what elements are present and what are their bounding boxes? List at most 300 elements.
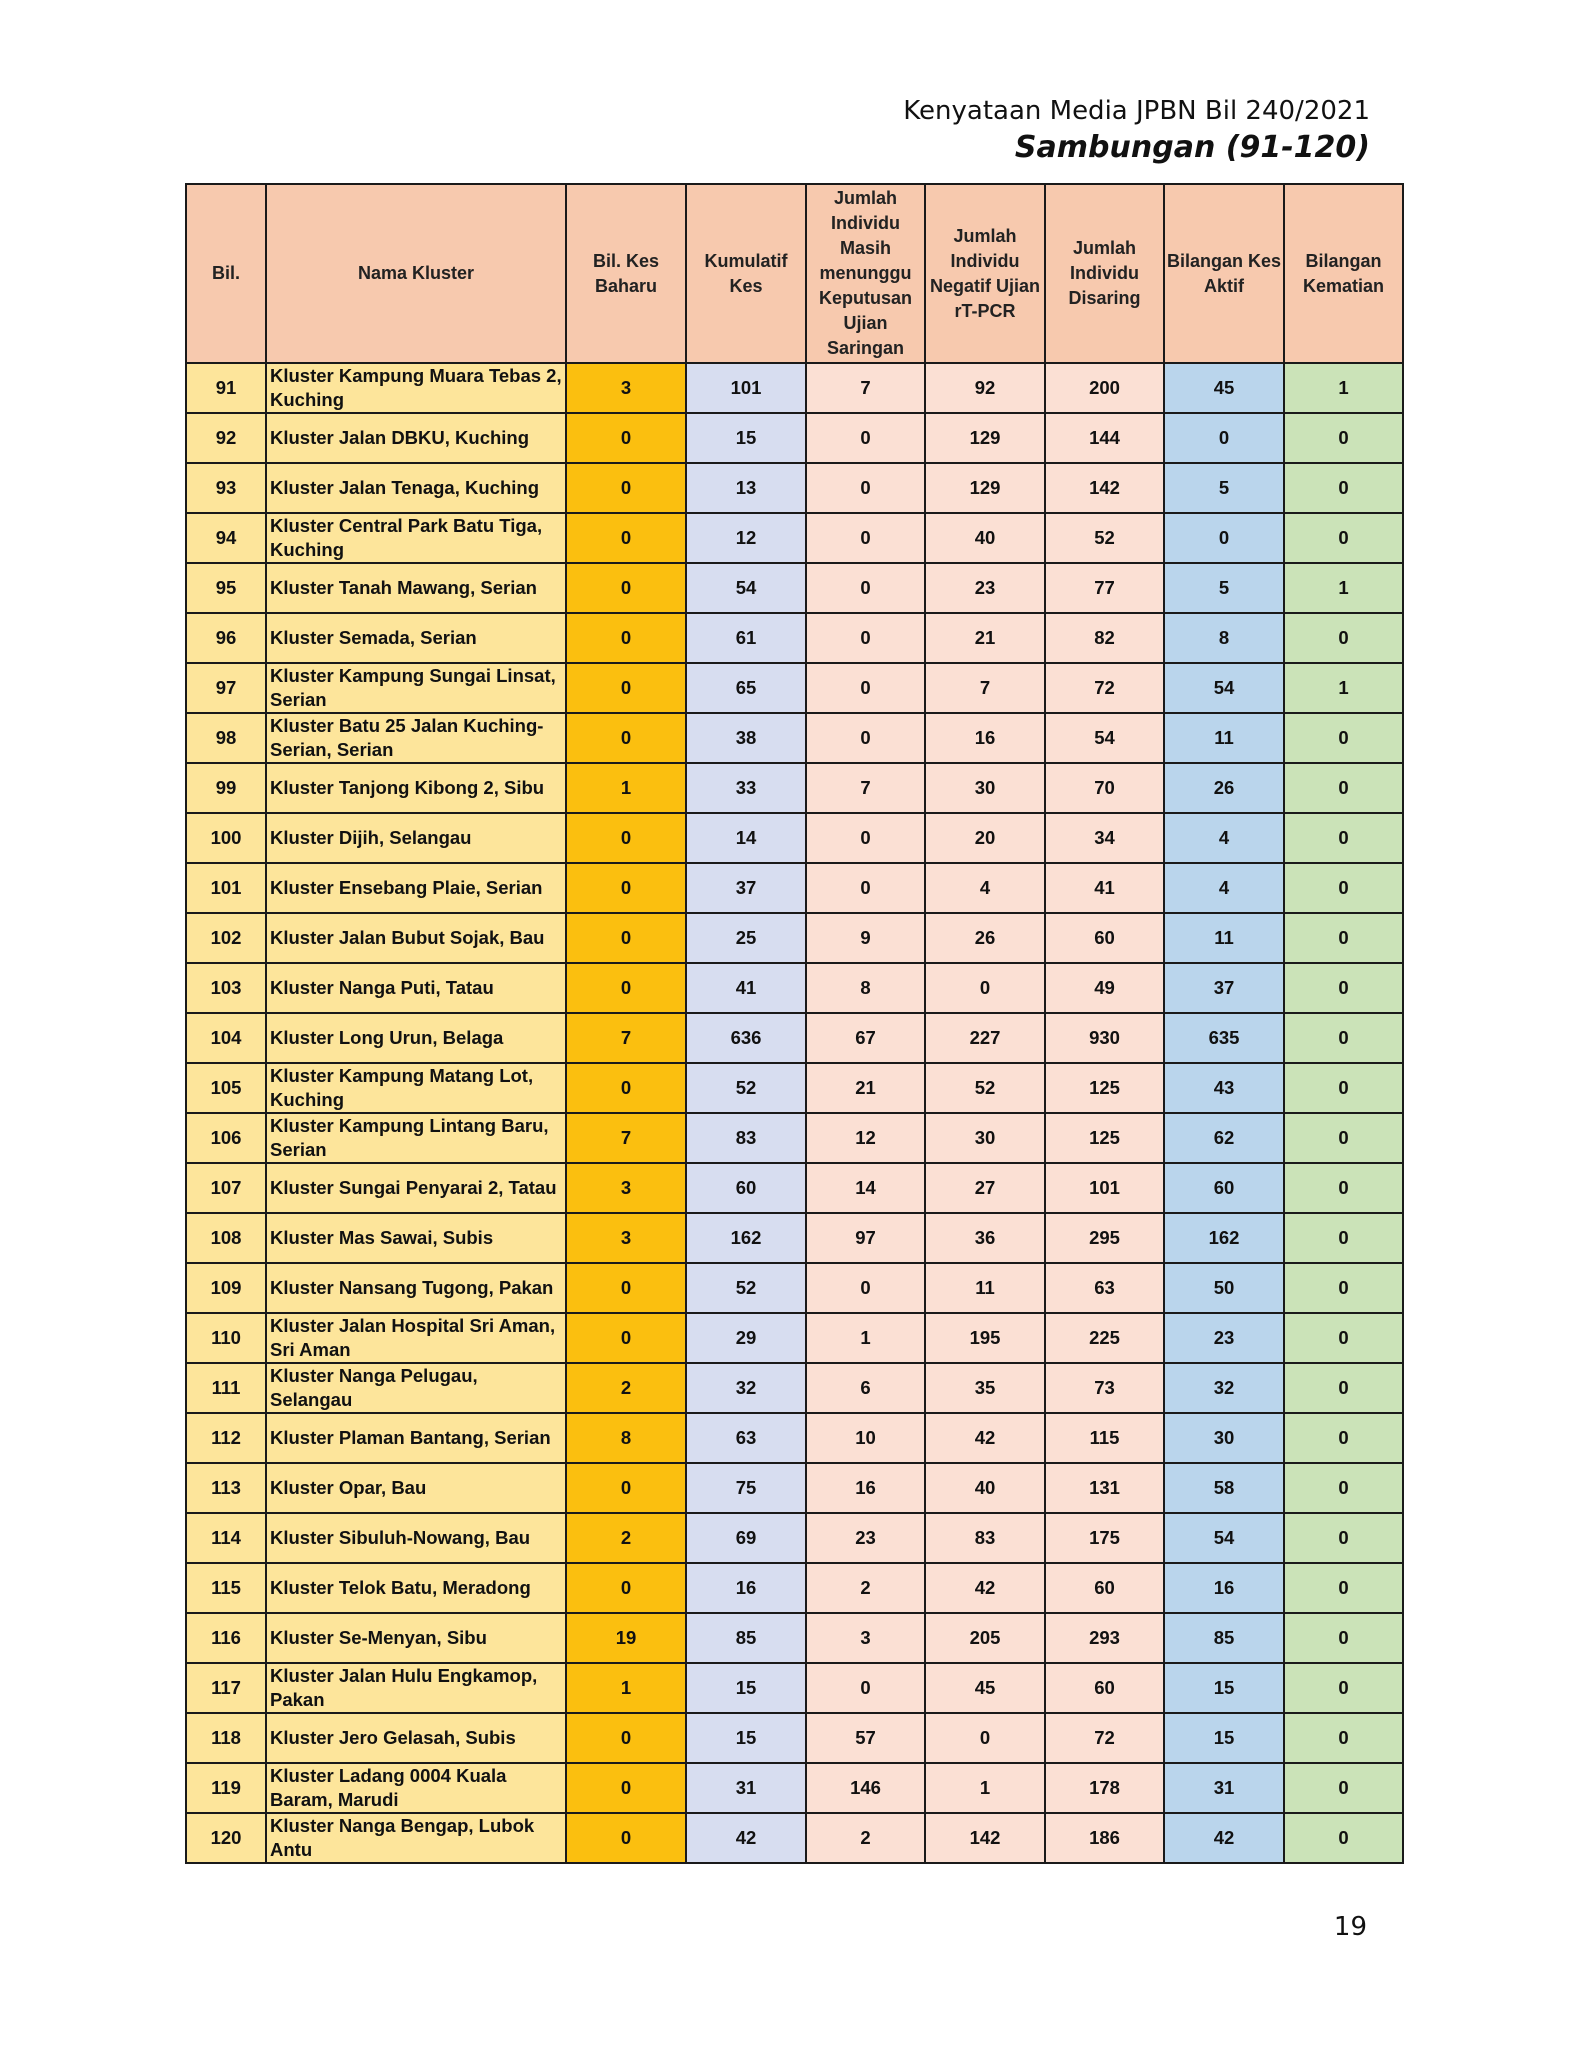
cell-bil: 113 [186,1463,266,1513]
cell-bil: 102 [186,913,266,963]
cell-disaring: 125 [1045,1113,1164,1163]
cell-kes-baharu: 0 [566,563,686,613]
column-header-menunggu: Jumlah Individu Masih menunggu Keputusan Ujian Saringan [806,184,925,363]
cell-menunggu: 0 [806,463,925,513]
cell-kes-baharu: 7 [566,1013,686,1063]
table-row [186,513,1403,563]
cell-negatif: 16 [925,713,1045,763]
column-header-disaring: Jumlah Individu Disaring [1045,184,1164,363]
cell-kes-aktif: 5 [1164,563,1284,613]
cell-kes-aktif: 85 [1164,1613,1284,1663]
cell-bil: 97 [186,663,266,713]
table-row [186,813,1403,863]
cell-kumulatif: 60 [686,1163,806,1213]
cell-negatif: 52 [925,1063,1045,1113]
cell-kes-baharu: 0 [566,713,686,763]
cell-cluster-name: Kluster Sungai Penyarai 2, Tatau [266,1163,566,1213]
cell-cluster-name: Kluster Kampung Matang Lot, Kuching [266,1063,566,1113]
cell-kumulatif: 14 [686,813,806,863]
cell-kes-aktif: 31 [1164,1763,1284,1813]
cell-disaring: 34 [1045,813,1164,863]
cell-kes-baharu: 2 [566,1363,686,1413]
table-row [186,1113,1403,1163]
cell-kumulatif: 83 [686,1113,806,1163]
cell-kes-baharu: 3 [566,1213,686,1263]
cell-cluster-name: Kluster Sibuluh-Nowang, Bau [266,1513,566,1563]
table-row [186,963,1403,1013]
cell-bil: 116 [186,1613,266,1663]
cell-kes-baharu: 0 [566,1813,686,1863]
cell-kematian: 0 [1284,1563,1403,1613]
cell-disaring: 41 [1045,863,1164,913]
cell-kematian: 0 [1284,413,1403,463]
cell-disaring: 101 [1045,1163,1164,1213]
cell-kumulatif: 85 [686,1613,806,1663]
cell-bil: 114 [186,1513,266,1563]
cell-kumulatif: 101 [686,363,806,413]
cell-cluster-name: Kluster Jalan Hulu Engkamop, Pakan [266,1663,566,1713]
cell-menunggu: 12 [806,1113,925,1163]
cell-negatif: 4 [925,863,1045,913]
cell-disaring: 115 [1045,1413,1164,1463]
cell-negatif: 129 [925,463,1045,513]
cell-kes-aktif: 60 [1164,1163,1284,1213]
cell-kematian: 0 [1284,513,1403,563]
cell-negatif: 1 [925,1763,1045,1813]
cell-kumulatif: 41 [686,963,806,1013]
cell-kumulatif: 15 [686,1663,806,1713]
cell-kematian: 0 [1284,1263,1403,1313]
table-row [186,763,1403,813]
cell-menunggu: 23 [806,1513,925,1563]
cell-kematian: 0 [1284,813,1403,863]
cell-kes-aktif: 15 [1164,1713,1284,1763]
cell-menunggu: 0 [806,513,925,563]
cell-menunggu: 0 [806,1663,925,1713]
cell-cluster-name: Kluster Nanga Puti, Tatau [266,963,566,1013]
cell-kes-baharu: 0 [566,513,686,563]
cell-kes-aktif: 62 [1164,1113,1284,1163]
cell-kumulatif: 25 [686,913,806,963]
cell-kumulatif: 54 [686,563,806,613]
cell-kumulatif: 52 [686,1063,806,1113]
cell-disaring: 125 [1045,1063,1164,1113]
cell-kes-aktif: 54 [1164,663,1284,713]
cell-negatif: 35 [925,1363,1045,1413]
cell-negatif: 7 [925,663,1045,713]
cell-bil: 106 [186,1113,266,1163]
cell-menunggu: 3 [806,1613,925,1663]
page-number: 19 [1333,1912,1367,1942]
cell-kes-baharu: 0 [566,913,686,963]
cell-cluster-name: Kluster Jalan Tenaga, Kuching [266,463,566,513]
table-row [186,1413,1403,1463]
cell-negatif: 20 [925,813,1045,863]
cell-cluster-name: Kluster Ladang 0004 Kuala Baram, Marudi [266,1763,566,1813]
cell-cluster-name: Kluster Tanjong Kibong 2, Sibu [266,763,566,813]
cell-kumulatif: 16 [686,1563,806,1613]
cell-kes-aktif: 23 [1164,1313,1284,1363]
cell-cluster-name: Kluster Batu 25 Jalan Kuching-Serian, Serian [266,713,566,763]
cell-negatif: 27 [925,1163,1045,1213]
cell-kumulatif: 33 [686,763,806,813]
cell-menunggu: 8 [806,963,925,1013]
cell-kematian: 0 [1284,1063,1403,1113]
table-row [186,1663,1403,1713]
cell-kes-baharu: 0 [566,613,686,663]
cell-negatif: 23 [925,563,1045,613]
cell-menunggu: 0 [806,863,925,913]
cell-cluster-name: Kluster Jero Gelasah, Subis [266,1713,566,1763]
cell-kumulatif: 13 [686,463,806,513]
cell-cluster-name: Kluster Telok Batu, Meradong [266,1563,566,1613]
cell-kumulatif: 69 [686,1513,806,1563]
cell-bil: 107 [186,1163,266,1213]
cell-bil: 109 [186,1263,266,1313]
cell-kumulatif: 75 [686,1463,806,1513]
cell-kes-aktif: 30 [1164,1413,1284,1463]
cell-kes-baharu: 8 [566,1413,686,1463]
cell-kes-baharu: 0 [566,813,686,863]
cell-menunggu: 0 [806,413,925,463]
column-header-bil: Bil. [186,184,266,363]
cell-negatif: 92 [925,363,1045,413]
cell-kes-aktif: 50 [1164,1263,1284,1313]
cell-kes-aktif: 16 [1164,1563,1284,1613]
cell-kumulatif: 38 [686,713,806,763]
cell-kumulatif: 29 [686,1313,806,1363]
cell-disaring: 144 [1045,413,1164,463]
table-row [186,363,1403,413]
continuation-subtitle: Sambungan (91-120) [1014,130,1370,165]
cell-bil: 95 [186,563,266,613]
cell-cluster-name: Kluster Long Urun, Belaga [266,1013,566,1063]
cell-kumulatif: 12 [686,513,806,563]
cell-kematian: 0 [1284,1213,1403,1263]
cell-kes-baharu: 0 [566,963,686,1013]
cell-disaring: 175 [1045,1513,1164,1563]
cell-kematian: 0 [1284,1813,1403,1863]
cell-menunggu: 7 [806,763,925,813]
cell-cluster-name: Kluster Ensebang Plaie, Serian [266,863,566,913]
cell-disaring: 131 [1045,1463,1164,1513]
cell-kes-aktif: 5 [1164,463,1284,513]
cell-menunggu: 10 [806,1413,925,1463]
cell-negatif: 83 [925,1513,1045,1563]
table-row [186,613,1403,663]
cell-negatif: 227 [925,1013,1045,1063]
cell-disaring: 60 [1045,913,1164,963]
cell-kematian: 0 [1284,1113,1403,1163]
cell-cluster-name: Kluster Central Park Batu Tiga, Kuching [266,513,566,563]
cell-kes-baharu: 7 [566,1113,686,1163]
cell-cluster-name: Kluster Opar, Bau [266,1463,566,1513]
cell-kematian: 0 [1284,1663,1403,1713]
cell-disaring: 186 [1045,1813,1164,1863]
cell-negatif: 11 [925,1263,1045,1313]
cell-disaring: 295 [1045,1213,1164,1263]
cell-disaring: 52 [1045,513,1164,563]
cell-kes-baharu: 0 [566,663,686,713]
cell-kes-aktif: 26 [1164,763,1284,813]
cell-disaring: 49 [1045,963,1164,1013]
table-row [186,713,1403,763]
cell-kumulatif: 636 [686,1013,806,1063]
cell-kes-baharu: 0 [566,1763,686,1813]
cell-disaring: 54 [1045,713,1164,763]
cell-kematian: 0 [1284,1613,1403,1663]
cell-kes-aktif: 58 [1164,1463,1284,1513]
table-row [186,1313,1403,1363]
cell-kematian: 0 [1284,1163,1403,1213]
cell-negatif: 205 [925,1613,1045,1663]
cell-kumulatif: 42 [686,1813,806,1863]
column-header-kumulatif: Kumulatif Kes [686,184,806,363]
cell-cluster-name: Kluster Dijih, Selangau [266,813,566,863]
cell-kes-aktif: 162 [1164,1213,1284,1263]
cell-kes-aktif: 635 [1164,1013,1284,1063]
cell-kes-aktif: 11 [1164,713,1284,763]
cell-negatif: 36 [925,1213,1045,1263]
cell-disaring: 60 [1045,1663,1164,1713]
cell-kes-baharu: 0 [566,1463,686,1513]
cell-kes-baharu: 1 [566,763,686,813]
cell-kematian: 0 [1284,1313,1403,1363]
cell-kumulatif: 15 [686,413,806,463]
cell-bil: 108 [186,1213,266,1263]
cell-kes-baharu: 1 [566,1663,686,1713]
cell-kumulatif: 61 [686,613,806,663]
cell-cluster-name: Kluster Kampung Muara Tebas 2, Kuching [266,363,566,413]
cell-kes-baharu: 0 [566,413,686,463]
table-row [186,1013,1403,1063]
table-row [186,1713,1403,1763]
cell-kes-baharu: 19 [566,1613,686,1663]
cell-negatif: 30 [925,1113,1045,1163]
cell-negatif: 30 [925,763,1045,813]
table-row [186,913,1403,963]
cell-cluster-name: Kluster Jalan Hospital Sri Aman, Sri Aman [266,1313,566,1363]
cell-cluster-name: Kluster Se-Menyan, Sibu [266,1613,566,1663]
cell-menunggu: 0 [806,613,925,663]
table-row [186,413,1403,463]
cell-negatif: 195 [925,1313,1045,1363]
table-row [186,463,1403,513]
cell-menunggu: 21 [806,1063,925,1113]
cell-menunggu: 16 [806,1463,925,1513]
cell-kematian: 0 [1284,1013,1403,1063]
cell-kes-aktif: 37 [1164,963,1284,1013]
cell-cluster-name: Kluster Jalan DBKU, Kuching [266,413,566,463]
cell-menunggu: 0 [806,1263,925,1313]
cell-disaring: 200 [1045,363,1164,413]
cell-menunggu: 0 [806,563,925,613]
cell-kes-aktif: 32 [1164,1363,1284,1413]
cell-kematian: 0 [1284,963,1403,1013]
cell-kes-aktif: 42 [1164,1813,1284,1863]
cell-cluster-name: Kluster Jalan Bubut Sojak, Bau [266,913,566,963]
cell-kes-baharu: 0 [566,1263,686,1313]
cell-kematian: 0 [1284,713,1403,763]
cell-negatif: 142 [925,1813,1045,1863]
cell-negatif: 40 [925,1463,1045,1513]
cell-kumulatif: 65 [686,663,806,713]
cell-menunggu: 2 [806,1563,925,1613]
cell-kematian: 0 [1284,1413,1403,1463]
cell-menunggu: 0 [806,813,925,863]
cell-menunggu: 0 [806,663,925,713]
cell-kes-baharu: 3 [566,363,686,413]
cell-negatif: 40 [925,513,1045,563]
cell-disaring: 142 [1045,463,1164,513]
column-header-kes-aktif: Bilangan Kes Aktif [1164,184,1284,363]
cell-kumulatif: 32 [686,1363,806,1413]
cell-disaring: 178 [1045,1763,1164,1813]
cell-disaring: 82 [1045,613,1164,663]
cell-kes-baharu: 0 [566,1063,686,1113]
cell-kumulatif: 162 [686,1213,806,1263]
cell-kumulatif: 52 [686,1263,806,1313]
cell-bil: 117 [186,1663,266,1713]
cell-bil: 118 [186,1713,266,1763]
cell-negatif: 129 [925,413,1045,463]
column-header-kematian: Bilangan Kematian [1284,184,1403,363]
table-row [186,563,1403,613]
cell-bil: 94 [186,513,266,563]
cell-bil: 96 [186,613,266,663]
cell-menunggu: 67 [806,1013,925,1063]
cell-disaring: 225 [1045,1313,1164,1363]
table-row [186,1163,1403,1213]
cell-kematian: 0 [1284,463,1403,513]
cell-kes-aktif: 15 [1164,1663,1284,1713]
cell-kematian: 0 [1284,1763,1403,1813]
table-row [186,1563,1403,1613]
cell-disaring: 77 [1045,563,1164,613]
cell-menunggu: 1 [806,1313,925,1363]
cell-menunggu: 6 [806,1363,925,1413]
cell-kes-aktif: 0 [1164,513,1284,563]
cell-disaring: 70 [1045,763,1164,813]
cell-cluster-name: Kluster Kampung Lintang Baru, Serian [266,1113,566,1163]
table-row [186,1813,1403,1863]
cell-kes-aktif: 8 [1164,613,1284,663]
table-row [186,1763,1403,1813]
cell-bil: 98 [186,713,266,763]
cell-bil: 99 [186,763,266,813]
cell-kes-baharu: 0 [566,1313,686,1363]
cell-kematian: 0 [1284,1363,1403,1413]
cell-cluster-name: Kluster Semada, Serian [266,613,566,663]
table-row [186,1213,1403,1263]
cell-negatif: 45 [925,1663,1045,1713]
cell-disaring: 60 [1045,1563,1164,1613]
cell-kes-baharu: 0 [566,863,686,913]
cell-kes-aktif: 4 [1164,813,1284,863]
cell-bil: 93 [186,463,266,513]
cell-cluster-name: Kluster Nansang Tugong, Pakan [266,1263,566,1313]
cell-menunggu: 9 [806,913,925,963]
table-header-row [186,184,1403,363]
cell-cluster-name: Kluster Tanah Mawang, Serian [266,563,566,613]
cell-bil: 120 [186,1813,266,1863]
cell-kematian: 1 [1284,663,1403,713]
table-row [186,1363,1403,1413]
cell-kes-aktif: 4 [1164,863,1284,913]
cell-kematian: 0 [1284,1713,1403,1763]
cell-kes-baharu: 0 [566,1713,686,1763]
cell-disaring: 72 [1045,1713,1164,1763]
cell-kematian: 0 [1284,613,1403,663]
cell-kematian: 0 [1284,863,1403,913]
cell-bil: 104 [186,1013,266,1063]
table-row [186,1613,1403,1663]
table-row [186,1263,1403,1313]
cell-bil: 112 [186,1413,266,1463]
cell-disaring: 930 [1045,1013,1164,1063]
cell-cluster-name: Kluster Kampung Sungai Linsat, Serian [266,663,566,713]
table-row [186,1513,1403,1563]
cell-cluster-name: Kluster Plaman Bantang, Serian [266,1413,566,1463]
cell-bil: 100 [186,813,266,863]
cell-kematian: 0 [1284,1513,1403,1563]
cell-menunggu: 97 [806,1213,925,1263]
column-header-kes-baharu: Bil. Kes Baharu [566,184,686,363]
cell-disaring: 73 [1045,1363,1164,1413]
cell-kumulatif: 63 [686,1413,806,1463]
cell-kematian: 1 [1284,563,1403,613]
cell-negatif: 26 [925,913,1045,963]
cell-kematian: 0 [1284,1463,1403,1513]
cell-disaring: 72 [1045,663,1164,713]
cell-bil: 101 [186,863,266,913]
cell-menunggu: 146 [806,1763,925,1813]
cell-menunggu: 7 [806,363,925,413]
cell-menunggu: 2 [806,1813,925,1863]
cell-menunggu: 57 [806,1713,925,1763]
cell-negatif: 42 [925,1563,1045,1613]
cell-bil: 110 [186,1313,266,1363]
cell-kes-aktif: 11 [1164,913,1284,963]
media-statement-title: Kenyataan Media JPBN Bil 240/2021 [903,96,1370,126]
table-body [186,363,1403,1863]
cell-bil: 92 [186,413,266,463]
table-row [186,1063,1403,1113]
cell-bil: 103 [186,963,266,1013]
cell-kes-aktif: 43 [1164,1063,1284,1113]
cell-kes-baharu: 2 [566,1513,686,1563]
cell-kematian: 1 [1284,363,1403,413]
cell-cluster-name: Kluster Mas Sawai, Subis [266,1213,566,1263]
cell-negatif: 21 [925,613,1045,663]
cell-kematian: 0 [1284,913,1403,963]
cell-bil: 119 [186,1763,266,1813]
cluster-table [185,183,1404,1864]
cell-kumulatif: 37 [686,863,806,913]
cell-kes-aktif: 54 [1164,1513,1284,1563]
cell-cluster-name: Kluster Nanga Pelugau, Selangau [266,1363,566,1413]
cell-menunggu: 0 [806,713,925,763]
cell-kumulatif: 15 [686,1713,806,1763]
cell-menunggu: 14 [806,1163,925,1213]
cell-kes-aktif: 0 [1164,413,1284,463]
cell-kes-baharu: 0 [566,463,686,513]
cell-kematian: 0 [1284,763,1403,813]
cell-kes-baharu: 0 [566,1563,686,1613]
cell-bil: 105 [186,1063,266,1113]
cell-kes-aktif: 45 [1164,363,1284,413]
table-row [186,863,1403,913]
